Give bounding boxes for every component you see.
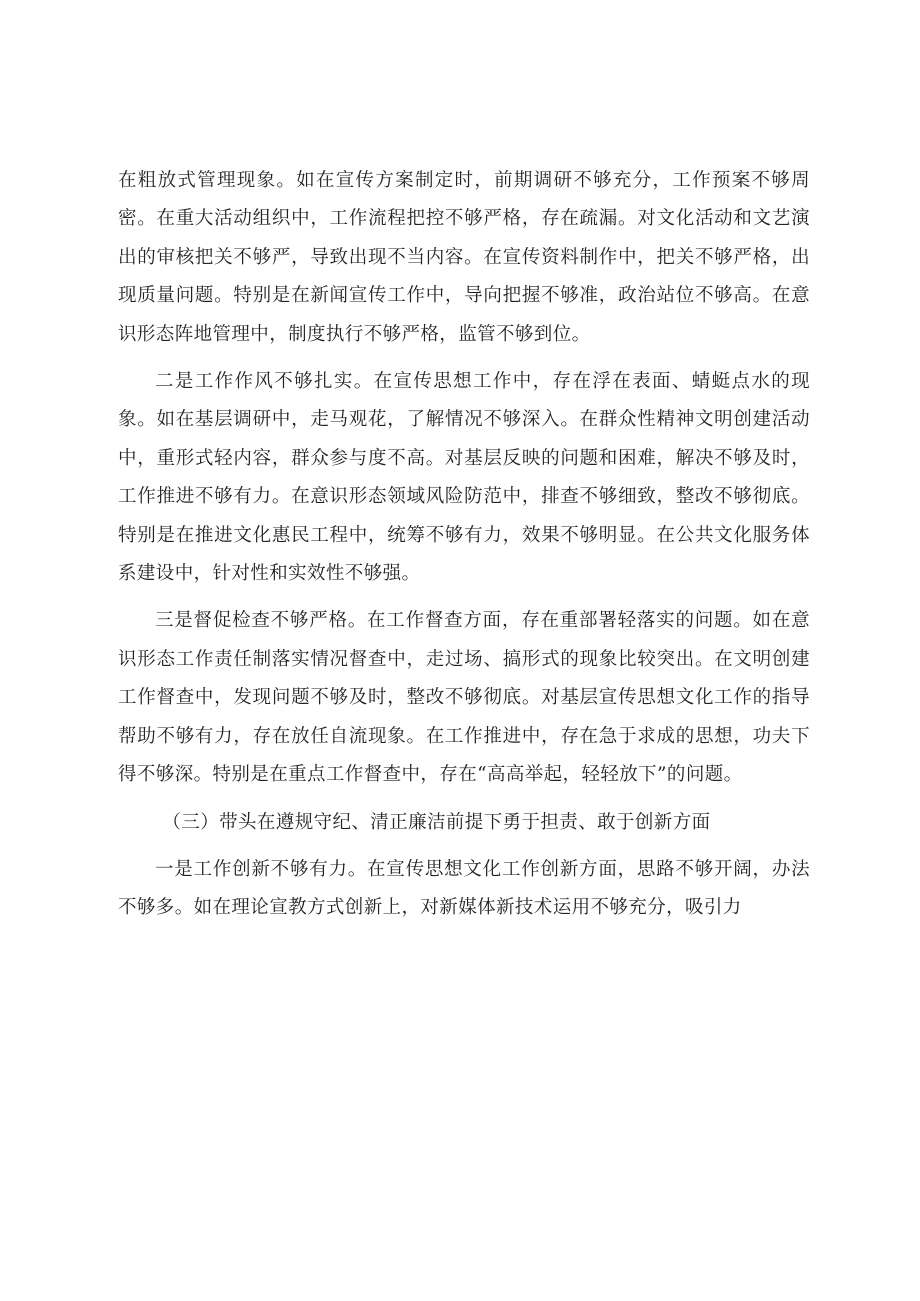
paragraph-innovation: 一是工作创新不够有力。在宣传思想文化工作创新方面，思路不够开阔，办法不够多。如在理论宣教方式创新上，对新媒体新技术运用不够充分，吸引力 [118,858,810,919]
document-body [118,162,810,928]
paragraph-supervision: 三是督促检查不够严格。在工作督查方面，存在重部署轻落实的问题。如在意识形态工作责任制落实情况督查中，走过场、搞形式的现象比较突出。在文明创建工作督查中，发现问题不够及时，整改不够彻底。对基层宣传思想文化工作的指导帮助不够有力，存在放任自流现象。在工作推进中，存在急于求成的思想，功夫下得不够深。特别是在重点工作督查中，存在“高高举起，轻轻放下”的问题。 [118,610,810,786]
paragraph-continued: 在粗放式管理现象。如在宣传方案制定时，前期调研不够充分，工作预案不够周密。在重大活动组织中，工作流程把控不够严格，存在疏漏。对文化活动和文艺演出的审核把关不够严，导致出现不当内容。在宣传资料制作中，把关不够严格，出现质量问题。特别是在新闻宣传工作中，导向把握不够准，政治站位不够高。在意识形态阵地管理中，制度执行不够严格，监管不够到位。 [118,170,810,345]
paragraph-work-style: 二是工作作风不够扎实。在宣传思想工作中，存在浮在表面、蜻蜓点水的现象。如在基层调研中，走马观花，了解情况不够深入。在群众性精神文明创建活动中，重形式轻内容，群众参与度不高。对基层反映的问题和困难，解决不够及时，工作推进不够有力。在意识形态领域风险防范中，排查不够细致，整改不够彻底。特别是在推进文化惠民工程中，统筹不够有力，效果不够明显。在公共文化服务体系建设中，针对性和实效性不够强。 [118,371,810,585]
section-heading: （三）带头在遵规守纪、清正廉洁前提下勇于担责、敢于创新方面 [162,811,711,833]
